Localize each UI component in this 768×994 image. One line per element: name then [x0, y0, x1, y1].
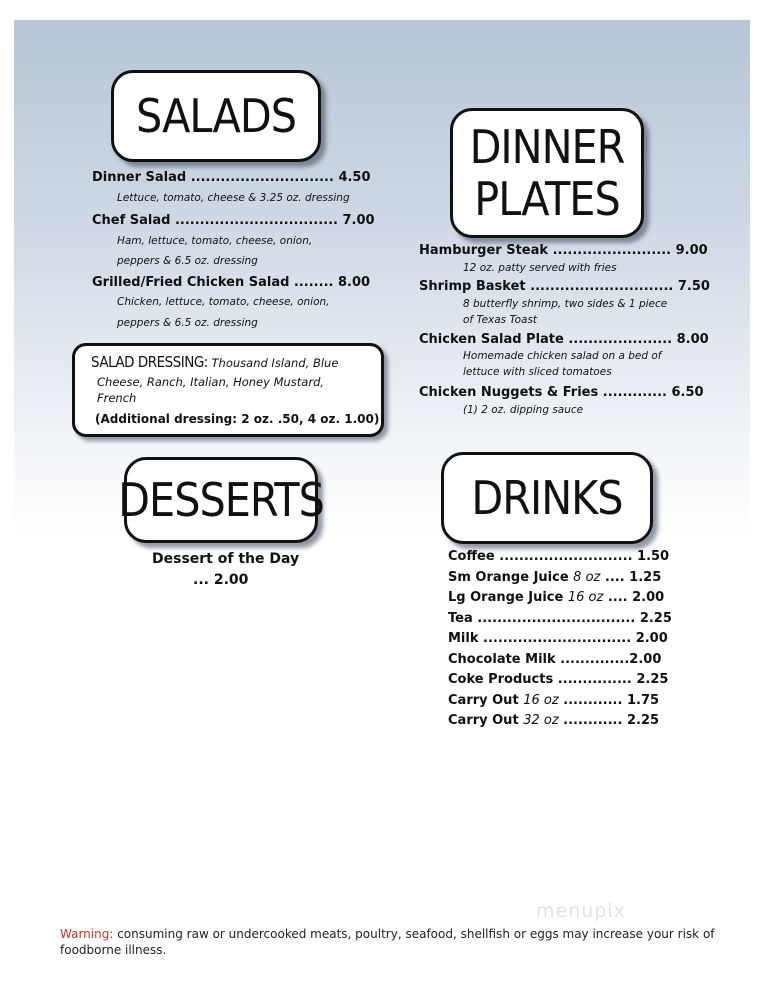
menu-item-dinner-salad: Dinner Salad ............................. 4.50 [92, 170, 371, 185]
drink-size: 32 oz [523, 713, 559, 728]
warning-text: consuming raw or undercooked meats, poultry, seafood, shellfish or eggs may increase your risk of foodborne illness. [60, 927, 715, 957]
drink-name: Sm Orange Juice [448, 570, 574, 585]
dressing-note: (Additional dressing: 2 oz. .50, 4 oz. 1.00) [95, 412, 380, 426]
drinks-heading-text: DRINKS [471, 471, 623, 525]
desserts-heading [118, 457, 324, 543]
menu-item-shrimp-basket: Shrimp Basket ............................. 7.50 [419, 279, 710, 294]
warning-label: Warning: [60, 927, 114, 941]
salads-heading [111, 70, 321, 162]
drink-item-chocolate-milk: Chocolate Milk ..............2.00 [448, 652, 662, 667]
drink-price: ............ 2.25 [558, 713, 660, 728]
dinner-plates-heading [450, 108, 644, 238]
drink-item-milk: Milk .............................. 2.00 [448, 631, 668, 646]
menu-item-description: (1) 2 oz. dipping sauce [463, 404, 584, 416]
menu-item-chicken-nuggets: Chicken Nuggets & Fries ............. 6.50 [419, 385, 704, 400]
salad-dressing-box [72, 343, 384, 437]
drink-item-coffee: Coffee ........................... 1.50 [448, 549, 670, 564]
drink-name: Carry Out [448, 693, 524, 708]
salads-heading-text: SALADS [136, 89, 296, 143]
food-safety-warning [60, 926, 720, 958]
drink-item-tea: Tea ................................ 2.25 [448, 611, 672, 626]
drink-item-sm-orange-juice [448, 570, 661, 585]
menu-item-description: lettuce with sliced tomatoes [463, 366, 612, 378]
dinner-heading-line-2: PLATES [474, 172, 620, 226]
drink-price: .... 1.25 [600, 570, 662, 585]
drink-price: .... 2.00 [603, 590, 665, 605]
drink-size: 8 oz [573, 570, 601, 585]
menu-item-chef-salad: Chef Salad ................................. 7.00 [92, 213, 375, 228]
drink-item-carry-out-16 [448, 693, 659, 708]
dinner-heading-line-1: DINNER [469, 120, 625, 174]
dressing-line-1 [91, 353, 338, 371]
drink-price: ............ 1.75 [558, 693, 660, 708]
drink-size: 16 oz [523, 693, 559, 708]
drink-item-carry-out-32 [448, 713, 659, 728]
menu-item-description: Chicken, lettuce, tomato, cheese, onion, [117, 296, 330, 308]
drink-size: 16 oz [567, 590, 604, 605]
drink-name: Lg Orange Juice [448, 590, 568, 605]
drink-name: Carry Out [448, 713, 524, 728]
menu-item-hamburger-steak: Hamburger Steak ........................ 9.00 [419, 243, 708, 258]
dressing-options-2: Cheese, Ranch, Italian, Honey Mustard, [97, 375, 325, 389]
menu-item-description: peppers & 6.5 oz. dressing [117, 317, 258, 329]
menu-item-description: Ham, lettuce, tomato, cheese, onion, [117, 235, 313, 247]
desserts-heading-text: DESSERTS [118, 473, 324, 527]
drink-item-lg-orange-juice [448, 590, 664, 605]
menu-item-description: Lettuce, tomato, cheese & 3.25 oz. dressing [117, 192, 350, 204]
dessert-item: Dessert of the Day [152, 551, 300, 567]
menu-item-description: 8 butterfly shrimp, two sides & 1 piece [463, 298, 668, 310]
menu-item-description: of Texas Toast [463, 314, 538, 326]
dessert-price: ... 2.00 [193, 572, 249, 588]
drink-item-coke-products: Coke Products ............... 2.25 [448, 672, 669, 687]
dressing-title: SALAD DRESSING: [91, 353, 208, 371]
dressing-options-1: Thousand Island, Blue [211, 356, 339, 370]
menu-item-description: Homemade chicken salad on a bed of [463, 350, 662, 362]
drinks-heading [441, 452, 653, 544]
menu-item-description: 12 oz. patty served with fries [463, 262, 617, 274]
dressing-options-3: French [97, 391, 137, 405]
menu-item-description: peppers & 6.5 oz. dressing [117, 255, 258, 267]
watermark: menupix [536, 900, 626, 922]
menu-item-chicken-salad: Grilled/Fried Chicken Salad ........ 8.00 [92, 275, 371, 290]
menu-item-chicken-salad-plate: Chicken Salad Plate ..................... 8.00 [419, 332, 709, 347]
